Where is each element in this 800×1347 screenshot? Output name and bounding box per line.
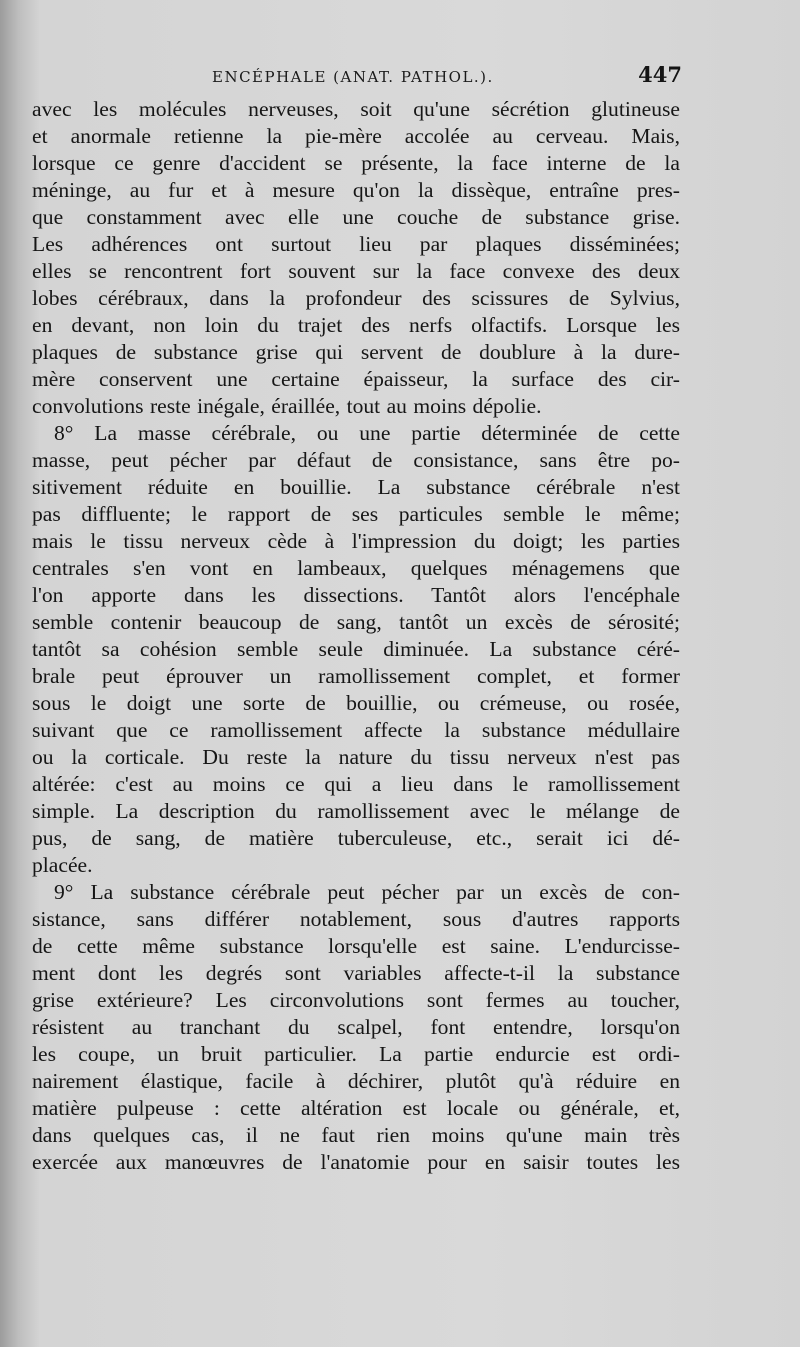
text-line: 9° La substance cérébrale peut pécher par un excès de con- <box>54 880 680 904</box>
running-head-title: ENCÉPHALE (ANAT. PATHOL.). <box>212 68 494 86</box>
paragraph <box>32 879 680 1176</box>
text-line: pus, de sang, de matière tuberculeuse, etc., serait ici dé- <box>32 826 680 850</box>
page-number: 447 <box>638 62 682 87</box>
text-line: tantôt sa cohésion semble seule diminuée. La substance céré- <box>32 637 680 661</box>
text-line: sitivement réduite en bouillie. La substance cérébrale n'est <box>32 475 680 499</box>
text-line: ment dont les degrés sont variables affecte-t-il la substance <box>32 961 680 985</box>
text-line: nairement élastique, facile à déchirer, plutôt qu'à réduire en <box>32 1069 680 1093</box>
text-line: exercée aux manœuvres de l'anatomie pour en saisir toutes les <box>32 1150 680 1174</box>
text-line: l'on apporte dans les dissections. Tantôt alors l'encéphale <box>32 583 680 607</box>
text-line: Les adhérences ont surtout lieu par plaques disséminées; <box>32 232 680 256</box>
text-line: elles se rencontrent fort souvent sur la face convexe des deux <box>32 259 680 283</box>
running-head <box>0 62 800 94</box>
text-line: 8° La masse cérébrale, ou une partie déterminée de cette <box>54 421 680 445</box>
text-line: en devant, non loin du trajet des nerfs olfactifs. Lorsque les <box>32 313 680 337</box>
text-line: centrales s'en vont en lambeaux, quelques ménagemens que <box>32 556 680 580</box>
text-line: les coupe, un bruit particulier. La partie endurcie est ordi- <box>32 1042 680 1066</box>
text-line: convolutions reste inégale, éraillée, tout au moins dépolie. <box>32 394 542 418</box>
text-line: plaques de substance grise qui servent de doublure à la dure- <box>32 340 680 364</box>
text-line: et anormale retienne la pie-mère accolée au cerveau. Mais, <box>32 124 680 148</box>
text-line: simple. La description du ramollissement avec le mélange de <box>32 799 680 823</box>
text-line: de cette même substance lorsqu'elle est saine. L'endurcisse- <box>32 934 680 958</box>
text-line: suivant que ce ramollissement affecte la substance médullaire <box>32 718 680 742</box>
text-line: sous le doigt une sorte de bouillie, ou crémeuse, ou rosée, <box>32 691 680 715</box>
text-line: matière pulpeuse : cette altération est locale ou générale, et, <box>32 1096 680 1120</box>
body-text <box>32 96 680 1176</box>
text-line: dans quelques cas, il ne faut rien moins qu'une main très <box>32 1123 680 1147</box>
text-line: avec les molécules nerveuses, soit qu'une sécrétion glutineuse <box>32 97 680 121</box>
text-line: semble contenir beaucoup de sang, tantôt un excès de sérosité; <box>32 610 680 634</box>
paragraph <box>32 420 680 879</box>
text-line: ou la corticale. Du reste la nature du tissu nerveux n'est pas <box>32 745 680 769</box>
text-line: que constamment avec elle une couche de substance grise. <box>32 205 680 229</box>
text-line: sistance, sans différer notablement, sous d'autres rapports <box>32 907 680 931</box>
text-line: lorsque ce genre d'accident se présente, la face interne de la <box>32 151 680 175</box>
text-line: altérée: c'est au moins ce qui a lieu dans le ramollissement <box>32 772 680 796</box>
text-line: mais le tissu nerveux cède à l'impression du doigt; les parties <box>32 529 680 553</box>
text-line: résistent au tranchant du scalpel, font entendre, lorsqu'on <box>32 1015 680 1039</box>
paragraph <box>32 96 680 420</box>
text-line: grise extérieure? Les circonvolutions sont fermes au toucher, <box>32 988 680 1012</box>
text-line: masse, peut pécher par défaut de consistance, sans être po- <box>32 448 680 472</box>
text-line: mère conservent une certaine épaisseur, la surface des cir- <box>32 367 680 391</box>
text-line: méninge, au fur et à mesure qu'on la dissèque, entraîne pres- <box>32 178 680 202</box>
text-line: placée. <box>32 853 93 877</box>
text-line: lobes cérébraux, dans la profondeur des scissures de Sylvius, <box>32 286 680 310</box>
text-line: pas diffluente; le rapport de ses particules semble le même; <box>32 502 680 526</box>
text-line: brale peut éprouver un ramollissement complet, et former <box>32 664 680 688</box>
